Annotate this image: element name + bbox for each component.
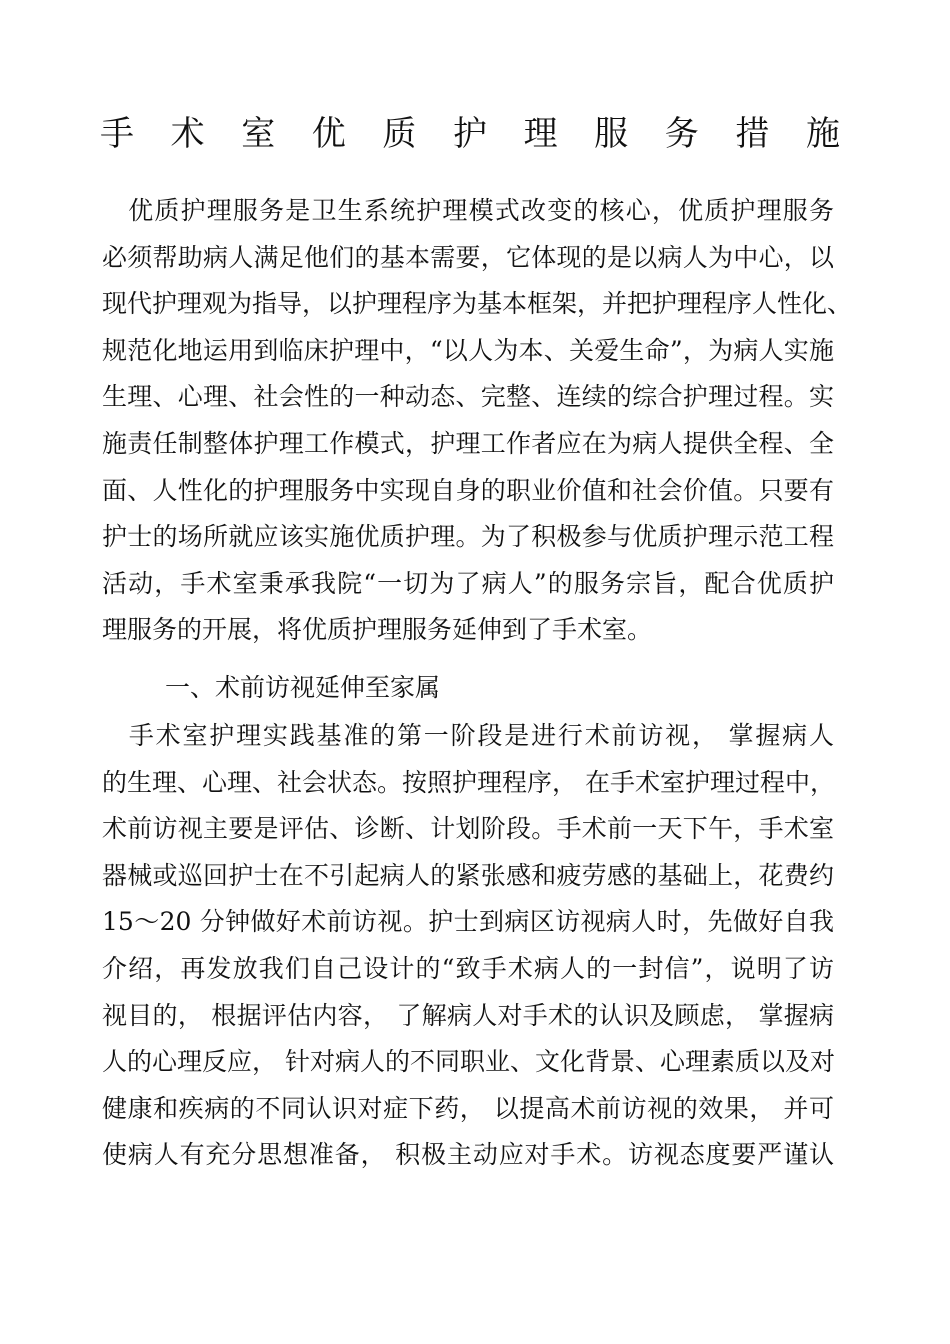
title-char: 措: [735, 113, 770, 154]
paragraph-line: 视目的， 根据评估内容， 了解病人对手术的认识及顾虑， 掌握病: [102, 1000, 834, 1030]
paragraph-line: 现代护理观为指导，以护理程序为基本框架，并把护理程序人性化、: [102, 289, 853, 319]
title-char: 质: [382, 113, 417, 154]
intro-paragraph: [102, 188, 853, 654]
paragraph-line: 生理、心理、社会性的一种动态、完整、连续的综合护理过程。实: [102, 382, 834, 412]
paragraph-line: 介绍，再发放我们自己设计的“致手术病人的一封信”，说明了访: [102, 953, 834, 983]
title-char: 优: [311, 113, 346, 154]
paragraph-line: 健康和疾病的不同认识对症下药， 以提高术前访视的效果， 并可: [102, 1093, 834, 1123]
title-char: 室: [241, 113, 276, 154]
section1-paragraph: [102, 713, 834, 1179]
section-heading: 一、术前访视延伸至家属: [165, 673, 441, 702]
title-char: 术: [170, 113, 205, 154]
paragraph-line: 活动，手术室秉承我院“一切为了病人”的服务宗旨，配合优质护: [102, 568, 834, 598]
paragraph-line: 规范化地运用到临床护理中，“以人为本、关爱生命”，为病人实施: [102, 335, 834, 365]
paragraph-line: 必须帮助病人满足他们的基本需要，它体现的是以病人为中心，以: [102, 242, 834, 272]
paragraph-line: 施责任制整体护理工作模式，护理工作者应在为病人提供全程、全: [102, 428, 834, 458]
title-char: 理: [523, 113, 558, 154]
title-char: 务: [664, 113, 699, 154]
paragraph-line: 手术室护理实践基准的第一阶段是进行术前访视， 掌握病人: [102, 721, 834, 750]
paragraph-line: 理服务的开展，将优质护理服务延伸到了手术室。: [102, 615, 653, 645]
paragraph-line: 护士的场所就应该实施优质护理。为了积极参与优质护理示范工程: [102, 522, 834, 552]
paragraph-line: 优质护理服务是卫生系统护理模式改变的核心，优质护理服务: [102, 196, 834, 225]
document-title: [100, 100, 840, 160]
paragraph-line: 人的心理反应， 针对病人的不同职业、文化背景、心理素质以及对: [102, 1047, 835, 1077]
paragraph-line: 术前访视主要是评估、诊断、计划阶段。手术前一天下午，手术室: [102, 814, 834, 844]
title-char: 手: [100, 113, 134, 154]
title-char: 施: [805, 113, 840, 154]
title-char: 服: [594, 113, 629, 154]
paragraph-line: 的生理、心理、社会状态。按照护理程序， 在手术室护理过程中，: [102, 767, 835, 797]
paragraph-line: 15～20 分钟做好术前访视。护士到病区访视病人时，先做好自我: [102, 907, 834, 937]
paragraph-line: 面、人性化的护理服务中实现自身的职业价值和社会价值。只要有: [102, 475, 834, 505]
paragraph-line: 器械或巡回护士在不引起病人的紧张感和疲劳感的基础上，花费约: [102, 860, 834, 890]
title-char: 护: [452, 113, 487, 154]
paragraph-line: 使病人有充分思想准备， 积极主动应对手术。访视态度要严谨认: [102, 1140, 834, 1170]
